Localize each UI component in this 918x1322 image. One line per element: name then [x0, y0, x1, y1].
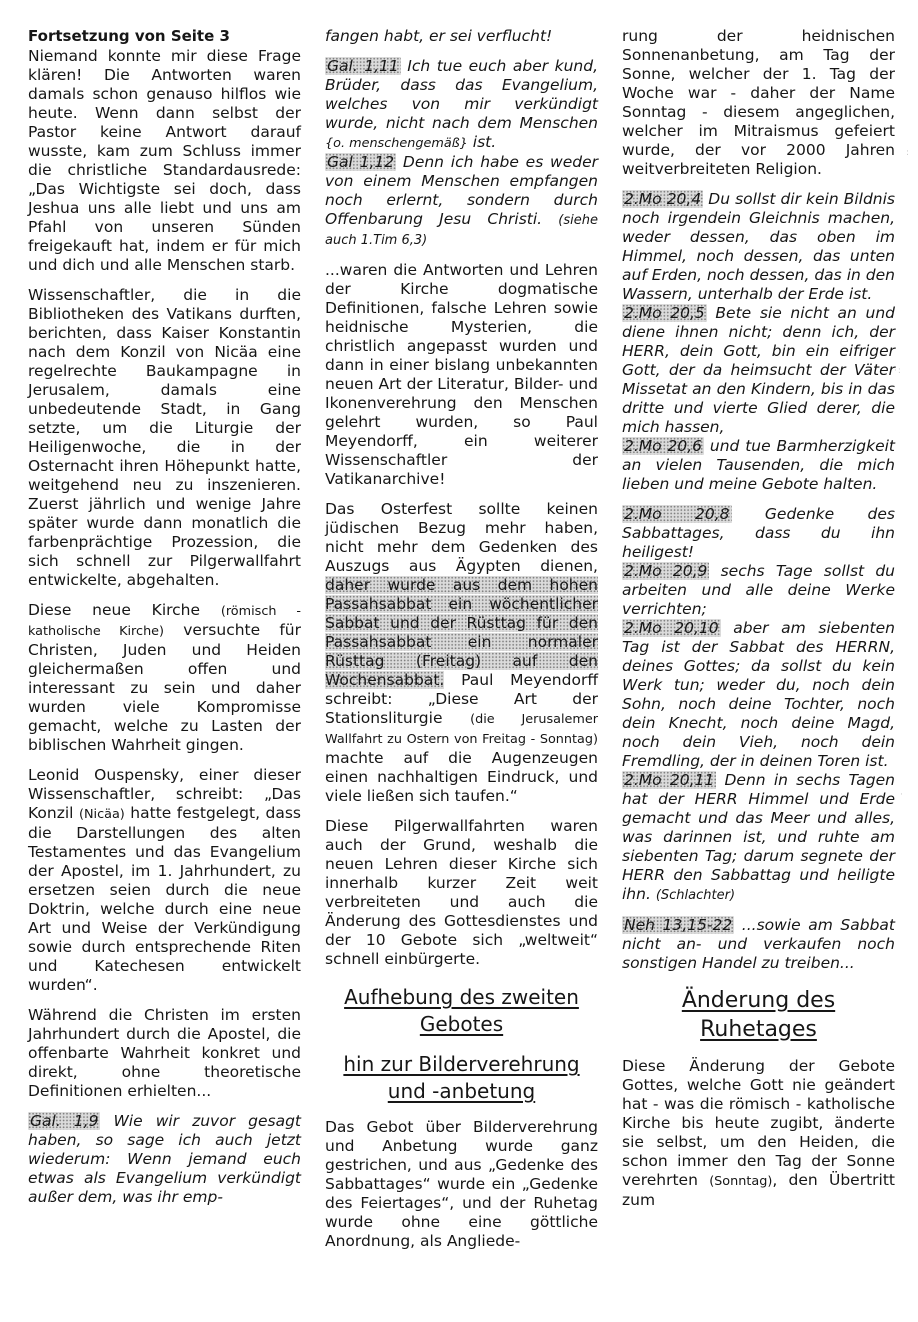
verse-2mo-20-5 — [622, 304, 895, 437]
verse-text: ist. — [467, 133, 497, 151]
text-run: Leonid Ouspensky, einer dieser Wissenschaftler, schreibt: „Das Konzil — [28, 766, 301, 822]
verse-gal-1-9 — [28, 1112, 301, 1207]
paragraph-dogmatische-definitionen: ...waren die Antworten und Lehren der Kirche dogmatische Definitionen, falsche Lehren sowie heidnische Mysterien, die christlich angepasst wurden und dann in einer bislang unbekannten neuen Art der Literatur, Bilder- und Ikonenverehrung den Menschen gelehrt wurden, so Paul Meyendorff, ein weiterer Wissenschaftler der Vatikanarchive! — [325, 261, 598, 488]
paragraph-neue-kirche — [28, 601, 301, 755]
verse-ref-highlight: 2.Mo 20,9 — [624, 562, 708, 580]
verse-text: Denn ich habe es weder von einem Menschen empfangen noch erlernt, sondern durch Offenbarung Jesu Christi. — [325, 153, 599, 228]
verse-2mo-20-4 — [622, 190, 895, 304]
verse-ref-highlight: 2.Mo 20,10 — [624, 619, 719, 637]
verse-text: aber am siebenten Tag ist der Sabbat des HERRN, deines Gottes; da sollst du kein Werk tun; weder du, noch dein Sohn, noch deine Tochter, noch dein Knecht, noch deine Magd, noch dein Vieh, noch dein Fremdling, der in deinen Toren ist. — [622, 619, 895, 770]
verse-2mo-20-11 — [622, 771, 895, 905]
verse-ref-highlight: 2.Mo 20,6 — [624, 437, 703, 455]
verse-group-galater — [325, 57, 598, 250]
scan-artifact: · — [900, 790, 904, 800]
text-run: versuchte für Christen, Juden und Heiden gleichermaßen offen und interessant zu sein und daher wurden viele Kompromisse gemacht, welche zu Lasten der biblischen Wahrheit gingen. — [28, 621, 301, 754]
verse-text: Du sollst dir kein Bildnis noch irgendein Gleichnis machen, weder dessen, das oben im Himmel, noch dessen, das unten auf Erden, noch dessen, das in den Wassern, unterhalb der Erde ist. — [622, 190, 895, 303]
verse-ref-highlight: 2.Mo 20,8 — [624, 505, 730, 523]
paragraph-konstantin: Wissenschaftler, die in die Bibliotheken des Vatikans durften, berichten, dass Kaiser Konstantin nach dem Konzil von Nicäa eine regelrechte Baukampagne in Jerusalem, damals eine unbedeutende Stadt, in Gang setzte, um die Liturgie der Heiligenwoche, die in der Osternacht ihren Höhepunkt hatte, weitgehend neu zu inszenieren. Zuerst jährlich und wenige Jahre später wurde dann monatlich die farbenprächtige Prozession, die sich schnell zur Pilgerwallfahrt entwickelte, abgehalten. — [28, 286, 301, 589]
paragraph-standardausrede: Niemand konnte mir diese Frage klären! Die Antworten waren damals schon genauso hilflos wie heute. Wenn dann selbst der Pastor keine Antwort darauf wusste, kam zum Schluss immer die christliche Standardausrede: „Das Wichtigste sei doch, dass Jeshua uns alle liebt und uns am Pfahl von unseren Sünden freigekauft hat, indem er für mich und dich und alle Menschen starb. — [28, 47, 301, 274]
verse-text: sechs Tage sollst du arbeiten und alle deine Werke verrichten; — [622, 562, 895, 618]
parenthetical-small: (römisch - katholische Kirche) — [28, 604, 301, 639]
verse-ref-highlight: Neh 13,15-22 — [624, 916, 733, 934]
verse-text: Ich tue euch aber kund, Brüder, dass das Evangelium, welches von mir verkündigt wurde, nicht nach dem Menschen — [325, 57, 598, 132]
verse-ref-highlight: 2.Mo 20,4 — [624, 190, 702, 208]
parenthetical-small: (Sonntag) — [709, 1174, 773, 1189]
verse-gal-1-12 — [325, 153, 598, 250]
section-heading-aufhebung: Aufhebung des zweiten Gebotes — [344, 985, 579, 1036]
verse-2mo-20-6 — [622, 437, 895, 494]
verse-gal-1-11 — [325, 57, 598, 153]
parenthetical-small: (Nicäa) — [78, 807, 125, 822]
verse-2mo-20-8 — [622, 505, 895, 562]
text-run: Paul Meyendorff schreibt: „Diese Art der Stationsliturgie — [325, 671, 598, 727]
paragraph-gebot-bilderverehrung: Das Gebot über Bilderverehrung und Anbetung wurde ganz gestrichen, und aus „Gedenke des Sabbattages“ wurde ein „Gedenke des Feiertages“, und der Ruhetag wurde ohne eine göttliche Anordnung, als Angliede- — [325, 1118, 598, 1250]
verse-2mo-20-10 — [622, 619, 895, 771]
verse-text: Wie wir zuvor gesagt haben, so sage ich auch jetzt wiederum: Wenn jemand euch etwas als Evangelium verkündigt außer dem, was ihr emp- — [28, 1112, 301, 1206]
paragraph-osterfest — [325, 500, 598, 806]
parenthetical-small: (die Jerusalemer Wallfahrt zu Ostern von Freitag - Sonntag) — [325, 712, 599, 747]
column-middle — [325, 27, 598, 1262]
verse-group-2mo-20-4-6 — [622, 190, 895, 494]
column-right — [622, 27, 895, 1262]
paragraph-pilgerwallfahrten: Diese Pilgerwallfahrten waren auch der Grund, weshalb die neuen Lehren dieser Kirche sich innerhalb kurzer Zeit weit verbreiteten und auch die Änderung des Gottesdienstes und der 10 Gebote sich „weltweit“ schnell einbürgerte. — [325, 817, 598, 968]
gloss-small: {o. menschengemäß} — [325, 136, 468, 151]
verse-2mo-20-9 — [622, 562, 895, 619]
highlighted-passage: daher wurde aus dem hohen Passahsabbat ein wöchentlicher Sabbat und der Rüsttag für den Passahsabbat ein normaler Rüsttag (Freitag) auf den Wochensabbat. — [325, 576, 598, 689]
verse-crossref-note: (siehe auch 1.Tim 6,3) — [325, 213, 598, 248]
section-heading-bilderverehrung: hin zur Bilderverehrung und -anbetung — [343, 1052, 580, 1103]
text-run: machte auf die Augenzeugen einen nachhaltigen Eindruck, und viele ließen sich taufen.“ — [325, 749, 598, 805]
paragraph-sonnenanbetung-continued: rung der heidnischen Sonnenanbetung, am Tag der Sonne, welcher der 1. Tag der Woche war - daher der Name Sonntag - diesem angeglichen, welcher im Mitraismus gefeiert wurde, der vor 2000 Jahren weitverbreiteten Religion. — [622, 27, 895, 178]
verse-ref-highlight: Gal 1,12 — [327, 153, 395, 171]
scan-artifact: : — [906, 148, 911, 158]
paragraph-aenderung-gebote — [622, 1057, 895, 1210]
verse-text: Bete sie nicht an und diene ihnen nicht; denn ich, der HERR, dein Gott, bin ein eifriger Gott, der da heimsucht der Väter Missetat an den Kindern, bis in das dritte und vierte Glied derer, die mich hassen, — [622, 304, 895, 436]
paragraph-ouspensky — [28, 766, 301, 995]
text-run: Diese Änderung der Gebote Gottes, welche Gott nie geändert hat - was die römisch - katholische Kirche bis heute zugibt, änderte sie selbst, um den Heiden, die schon immer den Tag der Sonne verehrten — [622, 1057, 895, 1189]
verse-neh-13-15-22 — [622, 916, 895, 973]
verse-text: Denn in sechs Tagen hat der HERR Himmel und Erde gemacht und das Meer und alles, was darinnen ist, und ruhte am siebenten Tag; darum segnete der HERR den Sabbattag und heiligte ihn. — [622, 771, 895, 903]
verse-text: Gedenke des Sabbattages, dass du ihn heiligest! — [622, 505, 895, 561]
verse-ref-highlight: 2.Mo 20,11 — [624, 771, 715, 789]
verse-ref-highlight: Gal. 1,11 — [327, 57, 399, 75]
verse-group-2mo-20-8-11 — [622, 505, 895, 905]
continuation-note: Fortsetzung von Seite 3 — [28, 27, 230, 45]
scan-artifact: ·: — [894, 366, 902, 376]
verse-text: ...sowie am Sabbat nicht an- und verkaufen noch sonstigen Handel zu treiben... — [622, 916, 895, 972]
column-left — [28, 27, 301, 1262]
text-run: Diese neue Kirche — [28, 601, 221, 619]
translation-note: (Schlachter) — [655, 888, 736, 903]
verse-ref-highlight: 2.Mo 20,5 — [624, 304, 705, 322]
section-heading-aenderung-ruhetag: Änderung des Ruhetages — [681, 988, 836, 1042]
text-run: hatte festgelegt, dass die Darstellungen des alten Testamentes und das Evangelium der Apostel, im 1. Jahrhundert, zu ersetzen seien durch die neue Doktrin, welche durch eine neue Art und Weise der Verkündigung sowie durch entsprechende Riten und Katechesen entwickelt wurden“. — [28, 804, 301, 994]
text-run: , den Übertritt zum — [622, 1171, 896, 1209]
verse-gal-1-9-continued: fangen habt, er sei verflucht! — [325, 27, 553, 45]
text-run: Das Osterfest sollte keinen jüdischen Bezug mehr haben, nicht mehr dem Gedenken des Auszugs aus Ägypten dienen, — [325, 500, 598, 575]
verse-text: und tue Barmherzigkeit an vielen Tausenden, die mich lieben und meine Gebote halten. — [622, 437, 896, 493]
verse-ref-highlight: Gal. 1,9 — [30, 1112, 99, 1130]
paragraph-christen-erstes-jahrhundert: Während die Christen im ersten Jahrhundert durch die Apostel, die offenbarte Wahrheit konkret und direkt, ohne theoretische Definitionen erhielten... — [28, 1006, 301, 1100]
